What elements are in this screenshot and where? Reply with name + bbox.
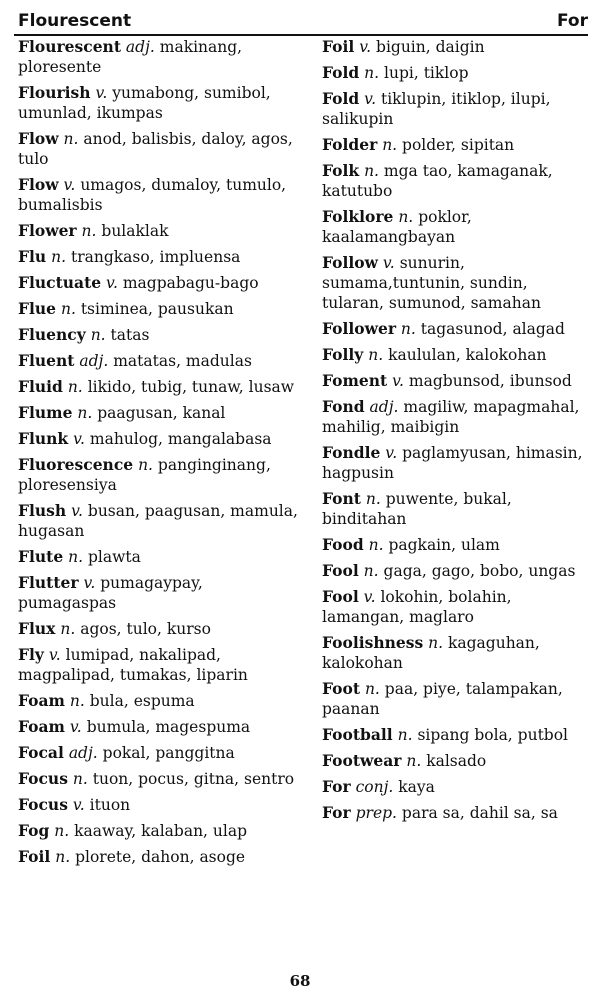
dictionary-entry bbox=[322, 135, 592, 155]
headword: Fool bbox=[322, 561, 359, 580]
dictionary-entry bbox=[18, 769, 303, 789]
part-of-speech: n. bbox=[398, 208, 414, 226]
dictionary-entry bbox=[322, 397, 592, 437]
headword: Fluorescence bbox=[18, 455, 134, 474]
part-of-speech: n. bbox=[90, 326, 106, 344]
headword: Foolishness bbox=[322, 633, 424, 652]
headword: Fool bbox=[322, 587, 359, 606]
dictionary-entry bbox=[322, 587, 592, 627]
part-of-speech: prep. bbox=[355, 804, 397, 822]
part-of-speech: v. bbox=[359, 38, 372, 56]
headword: Food bbox=[322, 535, 364, 554]
dictionary-entry bbox=[18, 403, 303, 423]
definition: bulaklak bbox=[101, 222, 169, 240]
definition: anod, balisbis, daloy, agos, tulo bbox=[18, 130, 293, 168]
dictionary-entry bbox=[322, 751, 592, 771]
headword: Flue bbox=[18, 299, 57, 318]
headword: Flume bbox=[18, 403, 73, 422]
part-of-speech: n. bbox=[67, 378, 83, 396]
definition: trangkaso, impluensa bbox=[70, 248, 241, 266]
definition: paa, piye, talampakan, paanan bbox=[322, 680, 563, 718]
part-of-speech: n. bbox=[363, 562, 379, 580]
dictionary-entry bbox=[18, 37, 303, 77]
dictionary-entry bbox=[18, 429, 303, 449]
headword: Fluid bbox=[18, 377, 63, 396]
headword: Fluctuate bbox=[18, 273, 102, 292]
dictionary-entry bbox=[18, 299, 303, 319]
headword: Folk bbox=[322, 161, 360, 180]
headword: Footwear bbox=[322, 751, 402, 770]
part-of-speech: n. bbox=[400, 320, 416, 338]
definition: tsiminea, pausukan bbox=[80, 300, 234, 318]
definition: lokohin, bolahin, lamangan, maglaro bbox=[322, 588, 512, 626]
definition: tuon, pocus, gitna, sentro bbox=[92, 770, 295, 788]
headword: Fluency bbox=[18, 325, 86, 344]
part-of-speech: adj. bbox=[369, 398, 399, 416]
dictionary-entry bbox=[18, 547, 303, 567]
definition: tiklupin, itiklop, ilupi, salikupin bbox=[322, 90, 551, 128]
headword: Foment bbox=[322, 371, 388, 390]
headword: Focus bbox=[18, 769, 68, 788]
part-of-speech: n. bbox=[406, 752, 422, 770]
dictionary-entry bbox=[18, 501, 303, 541]
definition: kaululan, kalokohan bbox=[388, 346, 547, 364]
part-of-speech: adj. bbox=[125, 38, 155, 56]
headword: Fondle bbox=[322, 443, 381, 462]
dictionary-entry bbox=[322, 443, 592, 483]
dictionary-entry bbox=[18, 377, 303, 397]
definition: yumabong, sumibol, umunlad, ikumpas bbox=[18, 84, 271, 122]
dictionary-entry bbox=[18, 691, 303, 711]
definition: pokal, panggitna bbox=[102, 744, 235, 762]
dictionary-entry bbox=[322, 535, 592, 555]
part-of-speech: n. bbox=[77, 404, 93, 422]
part-of-speech: adj. bbox=[79, 352, 109, 370]
part-of-speech: v. bbox=[72, 796, 85, 814]
headword: Foam bbox=[18, 691, 65, 710]
part-of-speech: v. bbox=[385, 444, 398, 462]
definition: sipang bola, putbol bbox=[417, 726, 569, 744]
headword: Fluent bbox=[18, 351, 75, 370]
dictionary-entry bbox=[322, 63, 592, 83]
definition: poklor, kaalamangbayan bbox=[322, 208, 472, 246]
part-of-speech: n. bbox=[51, 248, 67, 266]
headword: Flow bbox=[18, 129, 59, 148]
dictionary-entry bbox=[18, 351, 303, 371]
headword: Fond bbox=[322, 397, 365, 416]
definition: agos, tulo, kurso bbox=[80, 620, 211, 638]
part-of-speech: adj. bbox=[68, 744, 98, 762]
definition: biguin, daigin bbox=[376, 38, 485, 56]
headword: Folder bbox=[322, 135, 378, 154]
part-of-speech: n. bbox=[364, 162, 379, 180]
dictionary-entry bbox=[322, 161, 592, 201]
dictionary-entry bbox=[322, 777, 592, 797]
dictionary-entry bbox=[18, 743, 303, 763]
part-of-speech: n. bbox=[368, 536, 384, 554]
part-of-speech: n. bbox=[364, 680, 380, 698]
definition: pagkain, ulam bbox=[388, 536, 500, 554]
headword: Focal bbox=[18, 743, 64, 762]
headword: Foot bbox=[322, 679, 360, 698]
part-of-speech: n. bbox=[428, 634, 444, 652]
definition: bumula, magespuma bbox=[86, 718, 251, 736]
headword: Follower bbox=[322, 319, 396, 338]
definition: gaga, gago, bobo, ungas bbox=[383, 562, 576, 580]
headword: Flu bbox=[18, 247, 47, 266]
part-of-speech: n. bbox=[365, 490, 381, 508]
part-of-speech: n. bbox=[69, 692, 85, 710]
headword: Flourescent bbox=[18, 37, 121, 56]
definition: sunurin, sumama,tuntunin, sundin, tularan, sumunod, samahan bbox=[322, 254, 541, 312]
definition: plawta bbox=[87, 548, 141, 566]
definition: matatas, madulas bbox=[113, 352, 252, 370]
part-of-speech: n. bbox=[68, 548, 84, 566]
part-of-speech: n. bbox=[60, 300, 76, 318]
dictionary-entry bbox=[18, 455, 303, 495]
part-of-speech: v. bbox=[63, 176, 76, 194]
definition: plorete, dahon, asoge bbox=[75, 848, 246, 866]
part-of-speech: v. bbox=[382, 254, 395, 272]
part-of-speech: n. bbox=[72, 770, 88, 788]
right-column bbox=[322, 37, 592, 829]
definition: tatas bbox=[110, 326, 150, 344]
definition: kalsado bbox=[426, 752, 487, 770]
part-of-speech: v. bbox=[83, 574, 96, 592]
dictionary-entry bbox=[18, 247, 303, 267]
dictionary-entry bbox=[322, 561, 592, 581]
definition: tagasunod, alagad bbox=[420, 320, 565, 338]
part-of-speech: v. bbox=[364, 90, 377, 108]
headword: Foil bbox=[322, 37, 355, 56]
headword: Folklore bbox=[322, 207, 394, 226]
part-of-speech: v. bbox=[73, 430, 85, 448]
headword: Flunk bbox=[18, 429, 69, 448]
part-of-speech: n. bbox=[54, 822, 70, 840]
part-of-speech: n. bbox=[397, 726, 413, 744]
definition: umagos, dumaloy, tumulo, bumalisbis bbox=[18, 176, 287, 214]
headword: Flutter bbox=[18, 573, 79, 592]
dictionary-entry bbox=[18, 619, 303, 639]
headword: Font bbox=[322, 489, 361, 508]
definition: lupi, tiklop bbox=[384, 64, 469, 82]
part-of-speech: v. bbox=[363, 588, 376, 606]
dictionary-entry bbox=[322, 725, 592, 745]
definition: kaaway, kalaban, ulap bbox=[74, 822, 248, 840]
dictionary-entry bbox=[322, 803, 592, 823]
part-of-speech: n. bbox=[60, 620, 76, 638]
part-of-speech: n. bbox=[55, 848, 71, 866]
dictionary-entry bbox=[18, 717, 303, 737]
headword: Fog bbox=[18, 821, 50, 840]
definition: paagusan, kanal bbox=[97, 404, 226, 422]
definition: panginginang, ploresensiya bbox=[18, 456, 271, 494]
dictionary-entry bbox=[322, 37, 592, 57]
headword: For bbox=[322, 803, 351, 822]
dictionary-entry bbox=[322, 319, 592, 339]
dictionary-entry bbox=[18, 83, 303, 123]
headword: Football bbox=[322, 725, 393, 744]
part-of-speech: v. bbox=[69, 718, 82, 736]
definition: puwente, bukal, binditahan bbox=[322, 490, 512, 528]
part-of-speech: n. bbox=[364, 64, 380, 82]
dictionary-entry bbox=[18, 573, 303, 613]
page-header bbox=[14, 8, 588, 34]
definition: mga tao, kamaganak, katutubo bbox=[322, 162, 553, 200]
definition: bula, espuma bbox=[89, 692, 195, 710]
part-of-speech: conj. bbox=[355, 778, 394, 796]
dictionary-entry bbox=[18, 325, 303, 345]
dictionary-entry bbox=[18, 795, 303, 815]
part-of-speech: n. bbox=[81, 222, 97, 240]
headword: Flower bbox=[18, 221, 77, 240]
dictionary-entry bbox=[322, 679, 592, 719]
dictionary-entry bbox=[18, 129, 303, 169]
part-of-speech: n. bbox=[138, 456, 153, 474]
definition: ituon bbox=[89, 796, 131, 814]
definition: pumagaypay, pumagaspas bbox=[18, 574, 203, 612]
dictionary-entry bbox=[18, 645, 303, 685]
definition: magbunsod, ibunsod bbox=[408, 372, 572, 390]
definition: kagaguhan, kalokohan bbox=[322, 634, 540, 672]
dictionary-entry bbox=[322, 371, 592, 391]
definition: magiliw, mapagmahal, mahilig, maibigin bbox=[322, 398, 580, 436]
definition: lumipad, nakalipad, magpalipad, tumakas, liparin bbox=[18, 646, 248, 684]
headword: Fold bbox=[322, 63, 360, 82]
part-of-speech: v. bbox=[71, 502, 83, 520]
guide-word-first: Flourescent bbox=[18, 11, 132, 31]
definition: makinang, ploresente bbox=[18, 38, 243, 76]
dictionary-entry bbox=[322, 633, 592, 673]
definition: kaya bbox=[398, 778, 435, 796]
left-column bbox=[18, 37, 303, 873]
dictionary-entry bbox=[322, 89, 592, 129]
definition: magpabagu-bago bbox=[122, 274, 259, 292]
definition: likido, tubig, tunaw, lusaw bbox=[87, 378, 295, 396]
part-of-speech: v. bbox=[48, 646, 61, 664]
guide-word-last: For bbox=[557, 11, 588, 31]
definition: paglamyusan, himasin, hagpusin bbox=[322, 444, 583, 482]
headword: Foam bbox=[18, 717, 65, 736]
headword: Flourish bbox=[18, 83, 91, 102]
headword: Flush bbox=[18, 501, 67, 520]
dictionary-entry bbox=[18, 821, 303, 841]
definition: mahulog, mangalabasa bbox=[89, 430, 272, 448]
dictionary-entry bbox=[18, 847, 303, 867]
headword: Fly bbox=[18, 645, 44, 664]
headword: Foil bbox=[18, 847, 51, 866]
dictionary-entry bbox=[322, 207, 592, 247]
headword: Focus bbox=[18, 795, 68, 814]
dictionary-entry bbox=[18, 221, 303, 241]
dictionary-entry bbox=[18, 273, 303, 293]
part-of-speech: n. bbox=[63, 130, 79, 148]
header-rule bbox=[14, 34, 588, 36]
page-number: 68 bbox=[289, 972, 311, 990]
headword: For bbox=[322, 777, 351, 796]
dictionary-entry bbox=[322, 489, 592, 529]
part-of-speech: v. bbox=[392, 372, 404, 390]
part-of-speech: n. bbox=[368, 346, 384, 364]
dictionary-entry bbox=[322, 345, 592, 365]
part-of-speech: v. bbox=[95, 84, 108, 102]
dictionary-entry bbox=[322, 253, 592, 313]
headword: Flux bbox=[18, 619, 56, 638]
headword: Flute bbox=[18, 547, 64, 566]
definition: para sa, dahil sa, sa bbox=[401, 804, 558, 822]
headword: Follow bbox=[322, 253, 378, 272]
definition: polder, sipitan bbox=[402, 136, 515, 154]
headword: Fold bbox=[322, 89, 360, 108]
part-of-speech: n. bbox=[382, 136, 398, 154]
headword: Folly bbox=[322, 345, 364, 364]
definition: busan, paagusan, mamula, hugasan bbox=[18, 502, 298, 540]
part-of-speech: v. bbox=[106, 274, 118, 292]
dictionary-entry bbox=[18, 175, 303, 215]
headword: Flow bbox=[18, 175, 59, 194]
